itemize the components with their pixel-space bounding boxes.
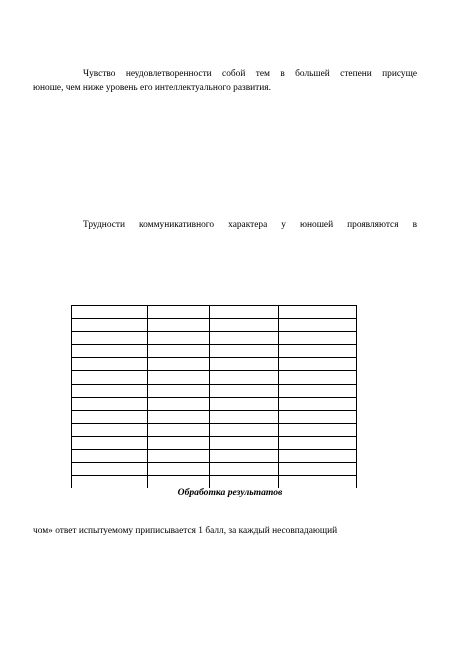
- table-cell: [210, 436, 279, 449]
- table-row: [72, 319, 357, 332]
- table-row: [72, 463, 357, 476]
- table-cell: [72, 436, 148, 449]
- table-cell: [147, 423, 210, 436]
- table-cell: [147, 319, 210, 332]
- table-cell: [279, 463, 357, 476]
- table-cell: [279, 306, 357, 319]
- table-row: [72, 332, 357, 345]
- table-cell: [147, 397, 210, 410]
- table-cell: [147, 332, 210, 345]
- table-cell: [72, 384, 148, 397]
- table-cell: [72, 319, 148, 332]
- table-cell: [147, 371, 210, 384]
- table-cell: [210, 345, 279, 358]
- table-cell: [210, 319, 279, 332]
- table-row: [72, 358, 357, 371]
- table-cell: [147, 410, 210, 423]
- table-cell: [210, 384, 279, 397]
- table-cell: [147, 384, 210, 397]
- table-cell: [72, 345, 148, 358]
- table-cell: [72, 423, 148, 436]
- table-cell: [279, 345, 357, 358]
- table-cell: [147, 436, 210, 449]
- paragraph-scoring-rule: чом» ответ испытуемому приписывается 1 балл, за каждый несовпадающий: [33, 526, 338, 536]
- table-row: [72, 450, 357, 463]
- table-cell: [72, 332, 148, 345]
- table-cell: [279, 332, 357, 345]
- table-cell: [210, 371, 279, 384]
- table-cell: [279, 450, 357, 463]
- table-cell: [210, 358, 279, 371]
- table-cell: [210, 410, 279, 423]
- table-caption: Обработка результатов: [177, 487, 283, 498]
- table-cell: [72, 450, 148, 463]
- paragraph-communication-difficulties: Трудности коммуникативного характера у юношей проявляются в: [83, 220, 417, 230]
- table-cell: [147, 463, 210, 476]
- table-cell: [210, 332, 279, 345]
- table-cell: [72, 358, 148, 371]
- table-row: [72, 345, 357, 358]
- table-cell: [147, 358, 210, 371]
- table-cell: [210, 397, 279, 410]
- table-cell: [279, 371, 357, 384]
- table-row: [72, 423, 357, 436]
- table-cell: [147, 306, 210, 319]
- paragraph-self-dissatisfaction: [33, 68, 417, 95]
- table-row: [72, 384, 357, 397]
- paragraph-line: юноше, чем ниже уровень его интеллектуального развития.: [33, 82, 271, 93]
- table-cell: [72, 306, 148, 319]
- table-row: [72, 306, 357, 319]
- table-cell: [210, 463, 279, 476]
- paragraph-line: Чувство неудовлетворенности собой тем в большей степени присуще: [83, 69, 417, 79]
- table-row: [72, 397, 357, 410]
- table-cell: [279, 397, 357, 410]
- results-table: [71, 305, 357, 488]
- table-cell: [279, 319, 357, 332]
- table-row: [72, 371, 357, 384]
- table-cell: [210, 450, 279, 463]
- table-cell: [147, 450, 210, 463]
- table-row: [72, 410, 357, 423]
- table-cell: [279, 423, 357, 436]
- table-cell: [210, 306, 279, 319]
- table-cell: [72, 410, 148, 423]
- table-cell: [210, 423, 279, 436]
- table-cell: [147, 345, 210, 358]
- table-row: [72, 436, 357, 449]
- table-cell: [72, 397, 148, 410]
- table-cell: [72, 463, 148, 476]
- table-cell: [72, 371, 148, 384]
- table-cell: [279, 410, 357, 423]
- table-cell: [279, 358, 357, 371]
- table-cell: [279, 384, 357, 397]
- table-cell: [279, 436, 357, 449]
